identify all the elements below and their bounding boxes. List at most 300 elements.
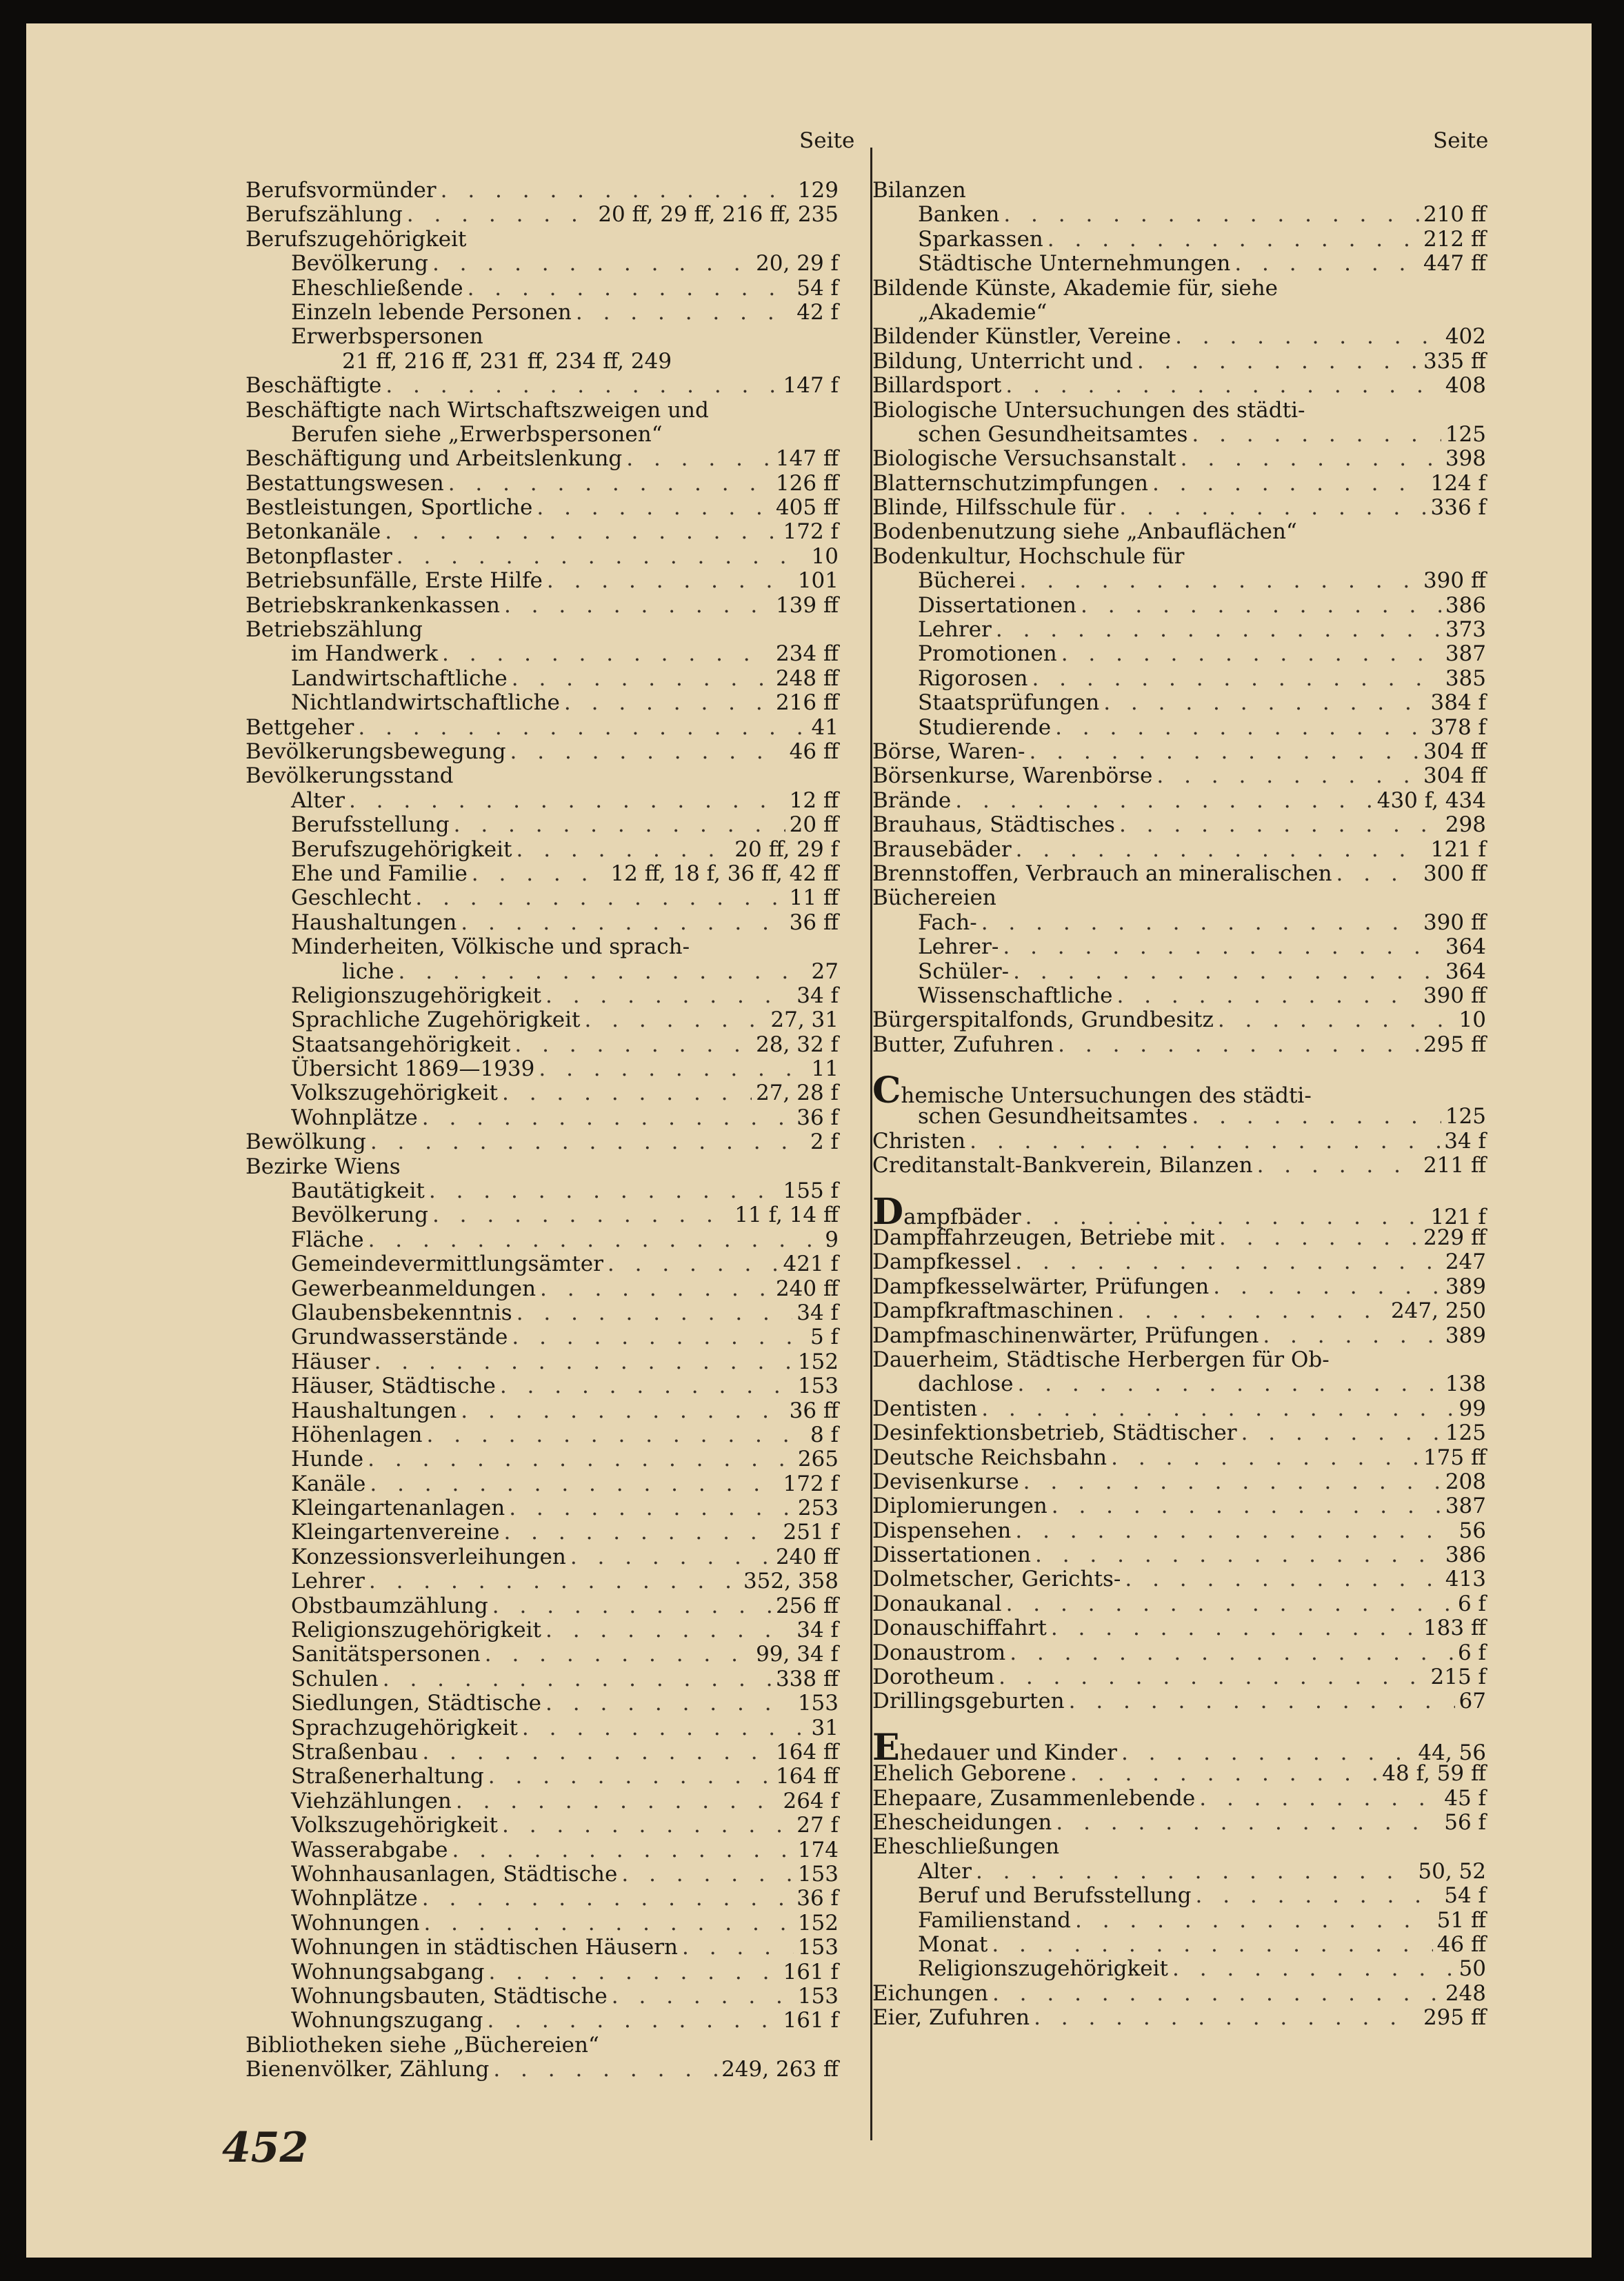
leader-dots <box>1241 1421 1441 1445</box>
index-entry <box>872 545 1486 569</box>
entry-pages: 164 ff <box>775 1740 839 1765</box>
entry-term: Dampfmaschinenwärter, Prüfungen <box>872 1323 1259 1348</box>
leader-dots <box>385 374 779 398</box>
entry-term: schen Gesundheitsamtes <box>918 421 1188 447</box>
leader-dots <box>493 2058 717 2082</box>
entry-term: Monat <box>918 1931 988 1957</box>
entry-pages: 20 ff, 29 ff, 216 ff, 235 <box>598 202 839 228</box>
leader-dots <box>612 1984 794 2009</box>
entry-term: Minderheiten, Völkische und sprach- <box>291 934 690 960</box>
leader-dots <box>1234 252 1419 276</box>
entry-pages: 34 f <box>796 1618 839 1643</box>
entry-term: Büchereien <box>872 885 996 911</box>
leader-dots <box>608 1252 779 1276</box>
entry-term: Beschäftigung und Arbeitslenkung <box>245 446 623 472</box>
index-entry <box>245 2009 839 2033</box>
entry-pages: 46 ff <box>1436 1931 1486 1957</box>
index-entry <box>245 1594 839 1618</box>
index-entry <box>872 350 1486 374</box>
entry-term: Betriebskrankenkassen <box>245 592 500 618</box>
entry-pages: 234 ff <box>775 641 839 667</box>
entry-term: Städtische Unternehmungen <box>918 251 1231 277</box>
index-entry <box>245 1106 839 1130</box>
entry-pages: 11 ff <box>789 885 839 911</box>
index-entry <box>872 1543 1486 1567</box>
entry-term: Grundwasserstände <box>291 1325 508 1350</box>
index-entry <box>872 1689 1486 1714</box>
entry-pages: 398 <box>1445 446 1486 472</box>
leader-dots <box>452 1838 793 1862</box>
entry-term: Staatsprüfungen <box>918 690 1100 716</box>
entry-term: Bettgeher <box>245 714 354 740</box>
entry-term: Lehrer <box>291 1569 365 1594</box>
entry-pages: 338 ff <box>775 1666 839 1691</box>
entry-term: Schulen <box>291 1666 379 1691</box>
index-entry <box>872 691 1486 715</box>
page-number: 452 <box>222 2124 309 2172</box>
entry-term: Wohnungen in städtischen Häusern <box>291 1935 679 1960</box>
index-entry <box>872 1787 1486 1811</box>
entry-term: Billardsport <box>872 373 1002 399</box>
leader-dots <box>487 2009 779 2033</box>
index-entry <box>245 838 839 862</box>
index-entry <box>245 1618 839 1642</box>
leader-dots <box>1015 1519 1454 1543</box>
entry-term: Bürgerspitalfonds, Grundbesitz <box>872 1007 1214 1033</box>
leader-dots <box>1117 1299 1387 1323</box>
entry-term: Nichtlandwirtschaftliche <box>291 690 560 716</box>
index-entry <box>872 325 1486 349</box>
entry-pages: 378 f <box>1430 714 1486 740</box>
entry-pages: 42 f <box>796 299 839 325</box>
entry-pages: 54 f <box>796 275 839 301</box>
entry-pages: 101 <box>797 568 839 594</box>
index-entry <box>245 984 839 1008</box>
entry-pages: 139 ff <box>775 592 839 618</box>
entry-pages: 386 <box>1445 1543 1486 1568</box>
entry-term: Brauhaus, Städtisches <box>872 812 1115 838</box>
entry-pages: 161 f <box>783 2008 839 2033</box>
entry-pages: 335 ff <box>1423 348 1486 374</box>
leader-dots <box>397 545 808 569</box>
index-entry <box>245 764 839 788</box>
index-entry <box>872 1397 1486 1421</box>
index-entry <box>872 1275 1486 1299</box>
entry-term: Berufszugehörigkeit <box>245 226 467 252</box>
entry-pages: 390 ff <box>1423 568 1486 594</box>
leader-dots <box>349 789 785 813</box>
entry-pages: 421 f <box>783 1252 839 1277</box>
index-entry <box>245 1033 839 1057</box>
index-entry <box>245 886 839 910</box>
entry-term: Wohnungsbauten, Städtische <box>291 1983 608 2009</box>
entry-pages: 36 ff <box>789 910 839 935</box>
entry-pages: 249, 263 ff <box>721 2057 839 2082</box>
index-entry <box>245 569 839 593</box>
entry-term: Brausebäder <box>872 836 1012 862</box>
entry-term: Dentisten <box>872 1396 978 1421</box>
index-entry <box>245 1642 839 1667</box>
entry-pages: 34 f <box>1444 1128 1486 1154</box>
index-entry <box>245 1887 839 1911</box>
entry-pages: 2 f <box>810 1129 839 1155</box>
entry-term: Bevölkerung <box>291 1203 428 1228</box>
entry-pages: 304 ff <box>1423 738 1486 764</box>
leader-dots <box>500 1374 794 1398</box>
index-entry <box>245 496 839 520</box>
index-entry <box>245 1228 839 1252</box>
entry-pages: 124 f <box>1430 470 1486 496</box>
entry-term: Bodenbenutzung siehe „Anbauflächen“ <box>872 519 1297 545</box>
entry-term: Butter, Zufuhren <box>872 1032 1054 1057</box>
entry-term: Chemische Untersuchungen des städti- <box>872 1069 1312 1112</box>
leader-dots <box>570 1545 772 1569</box>
entry-term: Kanäle <box>291 1471 366 1496</box>
entry-term: Ehepaare, Zusammenlebende <box>872 1785 1196 1811</box>
leader-dots <box>545 1691 794 1716</box>
index-entry <box>245 1423 839 1447</box>
index-entry <box>245 1252 839 1276</box>
index-entry <box>245 1936 839 1960</box>
entry-pages: 300 ff <box>1423 861 1486 886</box>
entry-pages: 5 f <box>810 1325 839 1350</box>
index-entry <box>245 1008 839 1032</box>
entry-pages: 248 <box>1445 1980 1486 2006</box>
index-entry <box>872 228 1486 252</box>
entry-term: Biologische Untersuchungen des städti- <box>872 397 1305 423</box>
leader-dots <box>576 301 792 325</box>
leader-dots <box>1195 1884 1440 1908</box>
entry-term: Staatsangehörigkeit <box>291 1032 511 1057</box>
entry-term: Bodenkultur, Hochschule für <box>872 543 1185 569</box>
entry-term: Berufsvormünder <box>245 178 437 203</box>
entry-term: Wasserabgabe <box>291 1837 448 1862</box>
entry-term: Religionszugehörigkeit <box>291 1618 542 1643</box>
leader-dots <box>1119 496 1426 520</box>
entry-pages: 211 ff <box>1423 1153 1486 1178</box>
leader-dots <box>488 1765 772 1789</box>
leader-dots <box>1034 2006 1419 2030</box>
leader-dots <box>1181 447 1441 471</box>
entry-pages: 125 <box>1445 1420 1486 1446</box>
index-entry <box>872 252 1486 276</box>
entry-term: Einzeln lebende Personen <box>291 299 572 325</box>
entry-term: Sparkassen <box>918 226 1043 252</box>
index-entry <box>872 1494 1486 1518</box>
leader-dots <box>504 594 772 618</box>
entry-term: Bildender Künstler, Vereine <box>872 324 1172 350</box>
leader-dots <box>1213 1275 1441 1299</box>
entry-pages: 8 f <box>810 1422 839 1447</box>
entry-pages: 153 <box>797 1935 839 1960</box>
entry-term: Siedlungen, Städtische <box>291 1691 542 1716</box>
index-entry <box>245 1057 839 1081</box>
leader-dots <box>1257 1154 1419 1178</box>
leader-dots <box>422 1106 792 1130</box>
entry-pages: 447 ff <box>1423 251 1486 277</box>
leader-dots <box>522 1716 808 1740</box>
leader-dots <box>422 1740 772 1765</box>
leader-dots <box>492 1594 772 1618</box>
entry-pages: 56 f <box>1444 1810 1486 1835</box>
index-entry <box>872 886 1486 910</box>
index-entry <box>245 179 839 203</box>
index-entry <box>245 374 839 398</box>
entry-term: Sprachzugehörigkeit <box>291 1715 518 1740</box>
leader-dots <box>503 1520 779 1545</box>
index-entry <box>245 813 839 837</box>
leader-dots <box>415 886 785 910</box>
leader-dots <box>514 1033 752 1057</box>
leader-dots <box>1006 1592 1454 1616</box>
entry-pages: 390 ff <box>1423 983 1486 1008</box>
leader-dots <box>368 1447 794 1471</box>
leader-dots <box>1119 813 1441 837</box>
leader-dots <box>1111 1446 1419 1470</box>
entry-term: Schüler- <box>918 958 1010 984</box>
entry-term: Kleingartenvereine <box>291 1520 500 1545</box>
leader-dots <box>976 1860 1414 1884</box>
leader-dots <box>1029 740 1419 764</box>
leader-dots <box>992 1982 1441 2006</box>
entry-term: „Akademie“ <box>918 299 1047 325</box>
index-entry <box>245 277 839 301</box>
index-entry <box>872 984 1486 1008</box>
entry-term: Volkszugehörigkeit <box>291 1813 499 1838</box>
index-entry <box>245 1789 839 1813</box>
entry-term: Kleingartenanlagen <box>291 1496 505 1521</box>
leader-dots <box>547 569 794 593</box>
leader-dots <box>383 1667 772 1691</box>
index-entry <box>245 691 839 715</box>
entry-term: Rigorosen <box>918 665 1028 691</box>
index-entry <box>872 1446 1486 1470</box>
index-entry <box>245 545 839 569</box>
leader-dots <box>432 252 752 276</box>
entry-term: Bewölkung <box>245 1129 366 1155</box>
entry-pages: 364 <box>1445 934 1486 960</box>
leader-dots <box>1005 374 1441 398</box>
leader-dots <box>517 1301 793 1325</box>
index-entry <box>872 423 1486 447</box>
entry-term: Bezirke Wiens <box>245 1154 401 1179</box>
index-entry <box>245 399 839 423</box>
entry-term: Ehe und Familie <box>291 861 468 886</box>
entry-term: Devisenkurse <box>872 1469 1019 1494</box>
entry-pages: 153 <box>797 1374 839 1399</box>
entry-pages: 126 ff <box>775 470 839 496</box>
index-entry <box>245 2033 839 2058</box>
leader-dots <box>369 1569 739 1594</box>
index-entry <box>872 764 1486 788</box>
entry-pages: 265 <box>797 1447 839 1472</box>
entry-term: Straßenerhaltung <box>291 1764 484 1789</box>
index-entry <box>245 1155 839 1179</box>
entry-pages: 256 ff <box>775 1593 839 1618</box>
leader-dots <box>502 1081 752 1105</box>
entry-pages: 386 <box>1445 592 1486 618</box>
leader-dots <box>999 1665 1426 1689</box>
index-entry <box>872 1069 1486 1112</box>
leader-dots <box>456 1789 779 1813</box>
entry-pages: 36 ff <box>789 1398 839 1423</box>
leader-dots <box>489 1960 779 1984</box>
leader-dots <box>1175 325 1441 349</box>
entry-term: Blatternschutzimpfungen <box>872 470 1148 496</box>
entry-term: Börsenkurse, Warenbörse <box>872 763 1153 789</box>
leader-dots <box>545 984 792 1008</box>
entry-pages: 161 f <box>783 1959 839 1984</box>
entry-pages: 27 <box>811 958 839 984</box>
index-entry <box>245 1911 839 1936</box>
entry-term: Creditanstalt-Bankverein, Bilanzen <box>872 1153 1253 1178</box>
entry-pages: 210 ff <box>1423 202 1486 228</box>
index-entry <box>245 252 839 276</box>
index-entry <box>872 1567 1486 1591</box>
entry-pages: 155 f <box>783 1178 839 1204</box>
entry-term: Landwirtschaftliche <box>291 665 508 691</box>
entry-pages: 153 <box>797 1983 839 2009</box>
leader-dots <box>468 277 793 301</box>
index-entry <box>872 1884 1486 1908</box>
index-entry <box>245 1447 839 1471</box>
entry-term: Börse, Waren- <box>872 738 1025 764</box>
column-header: Seite <box>1433 128 1489 153</box>
leader-dots <box>1075 1909 1433 1933</box>
leader-dots <box>1199 1787 1440 1811</box>
leader-dots <box>512 667 772 691</box>
entry-pages: 34 f <box>796 983 839 1008</box>
index-entry <box>872 496 1486 520</box>
index-entry <box>872 569 1486 593</box>
index-entry <box>245 1740 839 1765</box>
entry-pages: 50 <box>1458 1956 1486 1982</box>
entry-term: Lehrer- <box>918 934 999 960</box>
leader-dots <box>368 1228 821 1252</box>
entry-pages: 129 <box>797 178 839 203</box>
index-entry <box>245 642 839 666</box>
section-initial: D <box>872 1190 904 1233</box>
leader-dots <box>1010 1641 1454 1665</box>
entry-pages: 216 ff <box>775 690 839 716</box>
entry-pages: 247, 250 <box>1390 1298 1486 1324</box>
entry-pages: 152 <box>797 1349 839 1374</box>
entry-pages: 183 ff <box>1423 1616 1486 1641</box>
entry-pages: 51 ff <box>1436 1907 1486 1933</box>
entry-term: Bildende Künste, Akademie für, siehe <box>872 275 1279 301</box>
index-entry <box>245 1277 839 1301</box>
entry-pages: 121 f <box>1430 836 1486 862</box>
leader-dots <box>374 1350 794 1374</box>
entry-pages: 384 f <box>1430 690 1486 716</box>
leader-dots <box>454 813 785 837</box>
entry-term: Wohnungsabgang <box>291 1959 485 1984</box>
index-entry <box>245 1862 839 1887</box>
leader-dots <box>423 1911 793 1936</box>
entry-pages: 11 f, 14 ff <box>734 1203 839 1228</box>
index-entry <box>872 960 1486 984</box>
leader-dots <box>1015 1250 1441 1274</box>
index-entry <box>245 1716 839 1740</box>
entry-term: Häuser <box>291 1349 370 1374</box>
entry-term: Hunde <box>291 1447 364 1472</box>
leader-dots <box>1020 569 1419 593</box>
leader-dots <box>981 911 1419 935</box>
entry-term: Wohnhausanlagen, Städtische <box>291 1861 618 1887</box>
index-entry <box>872 789 1486 813</box>
index-entry <box>245 1765 839 1789</box>
leader-dots <box>1055 716 1426 740</box>
entry-term: Haushaltungen <box>291 1398 457 1423</box>
index-entry <box>245 1203 839 1227</box>
index-entry <box>245 1496 839 1520</box>
leader-dots <box>1219 1226 1419 1250</box>
entry-term: Viehzählungen <box>291 1788 452 1813</box>
leader-dots <box>970 1129 1440 1154</box>
leader-dots <box>429 1179 779 1203</box>
entry-pages: 125 <box>1445 1104 1486 1129</box>
entry-term: Wohnplätze <box>291 1886 418 1911</box>
index-entry <box>872 935 1486 959</box>
entry-term: Ehedauer und Kinder <box>872 1726 1117 1769</box>
index-entry <box>245 472 839 496</box>
entry-term: Eichungen <box>872 1980 988 2006</box>
leader-dots <box>545 1618 792 1642</box>
entry-term: Desinfektionsbetrieb, Städtischer <box>872 1420 1237 1446</box>
index-entry <box>872 1641 1486 1665</box>
index-entry <box>245 1081 839 1105</box>
leader-dots <box>584 1008 766 1032</box>
index-entry <box>872 1835 1486 1859</box>
index-entry <box>872 1933 1486 1957</box>
entry-term: Wohnungszugang <box>291 2008 483 2033</box>
index-entry <box>872 1324 1486 1348</box>
leader-dots <box>1125 1567 1441 1591</box>
entry-pages: 34 f <box>796 1300 839 1325</box>
entry-pages: 251 f <box>783 1520 839 1545</box>
entry-term: Obstbaumzählung <box>291 1593 488 1618</box>
index-entry <box>245 1667 839 1691</box>
leader-dots <box>626 447 772 471</box>
entry-term: Drillingsgeburten <box>872 1689 1065 1714</box>
index-entry <box>872 1129 1486 1154</box>
entry-term: Ehescheidungen <box>872 1810 1052 1835</box>
index-entry <box>245 862 839 886</box>
entry-pages: 6 f <box>1457 1640 1486 1665</box>
leader-dots <box>1137 350 1419 374</box>
index-entry <box>872 203 1486 227</box>
leader-dots <box>442 642 772 666</box>
entry-pages: 408 <box>1445 373 1486 399</box>
index-entry <box>872 1190 1486 1233</box>
entry-term: Berufsstellung <box>291 812 450 838</box>
leader-dots <box>1103 691 1426 715</box>
entry-pages: 172 f <box>783 1471 839 1496</box>
index-entry <box>872 447 1486 471</box>
section-initial: E <box>872 1726 900 1769</box>
entry-pages: 67 <box>1458 1689 1486 1714</box>
index-entry <box>245 350 839 374</box>
entry-pages: 10 <box>811 543 839 569</box>
leader-dots <box>1016 838 1427 862</box>
entry-term: Religionszugehörigkeit <box>291 983 542 1008</box>
leader-dots <box>1061 642 1441 666</box>
entry-pages: 27, 28 f <box>756 1081 839 1106</box>
entry-pages: 9 <box>825 1227 839 1252</box>
leader-dots <box>358 716 807 740</box>
entry-pages: 402 <box>1445 324 1486 350</box>
entry-pages: 12 ff, 18 f, 36 ff, 42 ff <box>610 861 839 886</box>
